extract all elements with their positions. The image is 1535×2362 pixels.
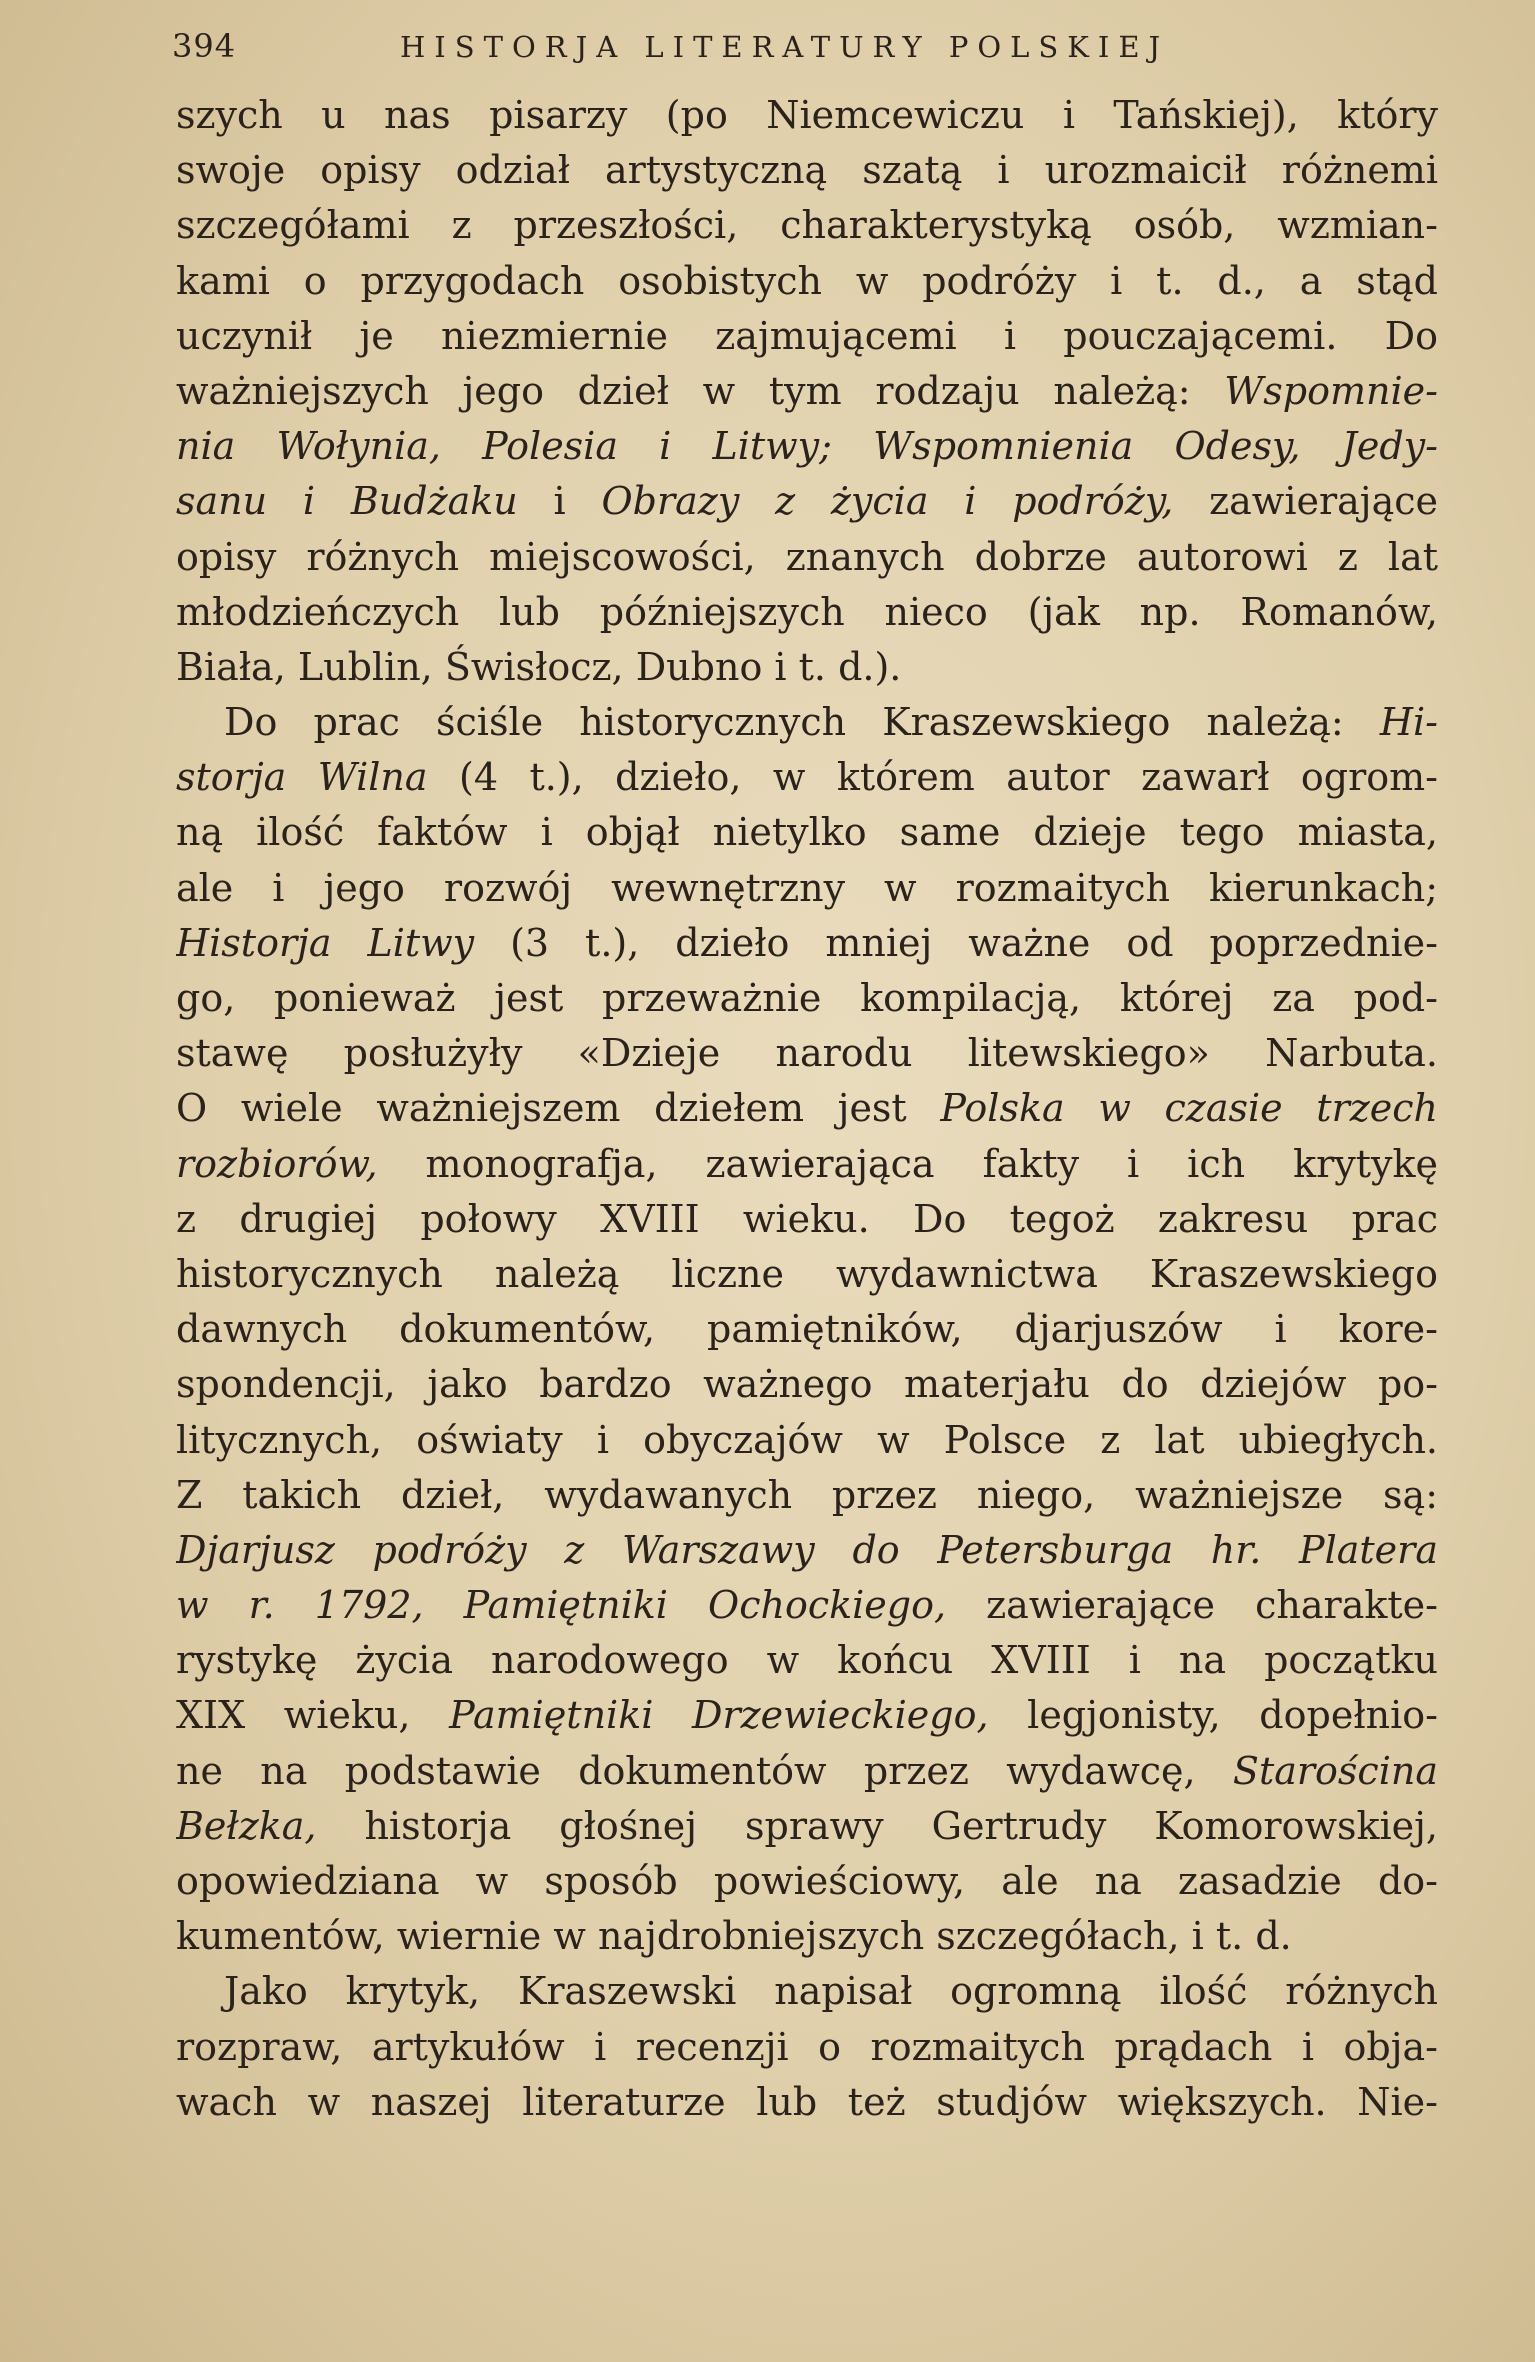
italic-title-text: Hi- (1379, 700, 1438, 745)
text-line (176, 916, 1438, 971)
text-segment: szych u nas pisarzy (po Niemcewiczu i Tańskiej), który (176, 93, 1438, 137)
text-segment: litycznych, oświaty i obyczajów w Polsce z lat ubiegłych. (176, 1417, 1438, 1462)
text-segment: kumentów, wiernie w najdrobniejszych szczegółach, i t. d. (176, 1914, 1292, 1959)
text-segment: stawę posłużyły «Dzieje narodu litewskiego» Narbuta. (176, 1031, 1438, 1076)
text-line (176, 1578, 1438, 1633)
text-segment: z drugiej połowy XVIII wieku. Do tegoż zakresu prac (176, 1196, 1438, 1241)
text-segment: spondencji, jako bardzo ważnego materjału do dziejów po- (176, 1362, 1438, 1407)
text-segment: (3 t.), dzieło mniej ważne od poprzednie- (474, 920, 1438, 965)
text-segment: monografja, zawierająca fakty i ich krytykę (377, 1141, 1438, 1186)
text-segment: kami o przygodach osobistych w podróży i t. d., a stąd (176, 258, 1438, 303)
page-number: 394 (172, 27, 237, 65)
text-segment: legjonisty, dopełnio- (988, 1693, 1438, 1738)
text-line (176, 474, 1438, 529)
text-line (176, 1137, 1438, 1192)
text-segment: opowiedziana w sposób powieściowy, ale na zasadzie do- (176, 1859, 1438, 1903)
text-segment: wach w naszej literaturze lub też studjów większych. Nie- (176, 2079, 1438, 2124)
text-segment: ale i jego rozwój wewnętrzny w rozmaitych kierunkach; (176, 865, 1438, 910)
italic-title-text: storja Wilna (176, 755, 428, 800)
text-line (176, 1026, 1438, 1081)
italic-title-text: Bełzka, (176, 1803, 317, 1848)
text-segment: rozpraw, artykułów i recenzji o rozmaitych prądach i obja- (176, 2024, 1438, 2069)
text-line (176, 805, 1438, 860)
text-segment: zawierające (1173, 479, 1438, 524)
italic-title-text: Starościna (1232, 1748, 1438, 1793)
text-line (176, 1799, 1438, 1854)
italic-title-text: Wspomnie- (1224, 368, 1438, 413)
italic-title-text: sanu i Budżaku (176, 479, 518, 524)
text-line (176, 1854, 1438, 1909)
text-segment: młodzieńczych lub późniejszych nieco (jak np. Romanów, (176, 589, 1438, 634)
text-segment: (4 t.), dzieło, w którem autor zawarł ogrom- (427, 755, 1438, 800)
text-segment: XIX wieku, (176, 1693, 450, 1738)
text-segment: historja głośnej sprawy Gertrudy Komorowskiej, (316, 1803, 1438, 1848)
text-line (176, 364, 1438, 419)
text-line (176, 1964, 1438, 2019)
text-segment: O wiele ważniejszem dziełem jest (176, 1086, 941, 1131)
text-segment: ne na podstawie dokumentów przez wydawcę, (176, 1748, 1233, 1793)
text-line (176, 1688, 1438, 1743)
text-line (176, 695, 1438, 750)
text-line (176, 585, 1438, 640)
text-line (176, 254, 1438, 309)
italic-title-text: Polska w czasie trzech (940, 1086, 1438, 1131)
text-line (176, 750, 1438, 805)
text-segment: Z takich dzieł, wydawanych przez niego, ważniejsze są: (176, 1472, 1438, 1517)
italic-title-text: Obrazy z życia i podróży, (601, 479, 1174, 524)
text-segment: i (517, 479, 602, 524)
text-line (176, 1413, 1438, 1468)
text-line (176, 1302, 1438, 1357)
text-line (176, 1468, 1438, 1523)
text-segment: dawnych dokumentów, pamiętników, djarjuszów i kore- (176, 1307, 1438, 1352)
text-line (176, 88, 1438, 143)
text-line (176, 419, 1438, 474)
text-segment: Jako krytyk, Kraszewski napisał ogromną ilość różnych (224, 1969, 1438, 2014)
text-line (176, 2075, 1438, 2130)
text-segment: Biała, Lublin, Świsłocz, Dubno i t. d.). (176, 644, 902, 689)
text-line (176, 1523, 1438, 1578)
text-line (176, 1744, 1438, 1799)
text-line (176, 198, 1438, 253)
running-head: HISTORJA LITERATURY POLSKIEJ (400, 30, 1170, 64)
text-line (176, 309, 1438, 364)
text-line (176, 1081, 1438, 1136)
text-segment: rystykę życia narodowego w końcu XVIII i na początku (176, 1638, 1438, 1683)
text-line (176, 1247, 1438, 1302)
text-segment: historycznych należą liczne wydawnictwa Kraszewskiego (176, 1251, 1438, 1296)
text-segment: szczegółami z przeszłości, charakterystyką osób, wzmian- (176, 203, 1438, 248)
text-line (176, 971, 1438, 1026)
text-segment: uczynił je niezmiernie zajmującemi i pouczającemi. Do (176, 313, 1438, 358)
italic-title-text: rozbiorów, (176, 1141, 378, 1186)
text-line (176, 1633, 1438, 1688)
italic-title-text: nia Wołynia, Polesia i Litwy; Wspomnienia Odesy, Jedy- (176, 424, 1438, 469)
italic-title-text: Djarjusz podróży z Warszawy do Petersburga hr. Platera (176, 1527, 1438, 1572)
text-segment: ważniejszych jego dzieł w tym rodzaju należą: (176, 368, 1225, 413)
text-segment: ną ilość faktów i objął nietylko same dzieje tego miasta, (176, 810, 1438, 855)
italic-title-text: Pamiętniki Drzewieckiego, (449, 1693, 989, 1738)
text-segment: Do prac ściśle historycznych Kraszewskiego należą: (224, 700, 1380, 745)
text-line (176, 1192, 1438, 1247)
body-text (176, 88, 1438, 2268)
text-line (176, 861, 1438, 916)
text-line (176, 2020, 1438, 2075)
text-segment: swoje opisy odział artystyczną szatą i urozmaicił różnemi (176, 148, 1438, 193)
italic-title-text: Historja Litwy (176, 920, 475, 965)
text-segment: go, ponieważ jest przeważnie kompilacją, której za pod- (176, 976, 1438, 1020)
text-line (176, 640, 1438, 695)
italic-title-text: w r. 1792, Pamiętniki Ochockiego, (176, 1583, 947, 1628)
text-line (176, 530, 1438, 585)
text-line (176, 1357, 1438, 1412)
text-segment: zawierające charakte- (946, 1583, 1438, 1628)
text-segment: opisy różnych miejscowości, znanych dobrze autorowi z lat (176, 534, 1438, 579)
text-line (176, 143, 1438, 198)
text-line (176, 1909, 1438, 1964)
